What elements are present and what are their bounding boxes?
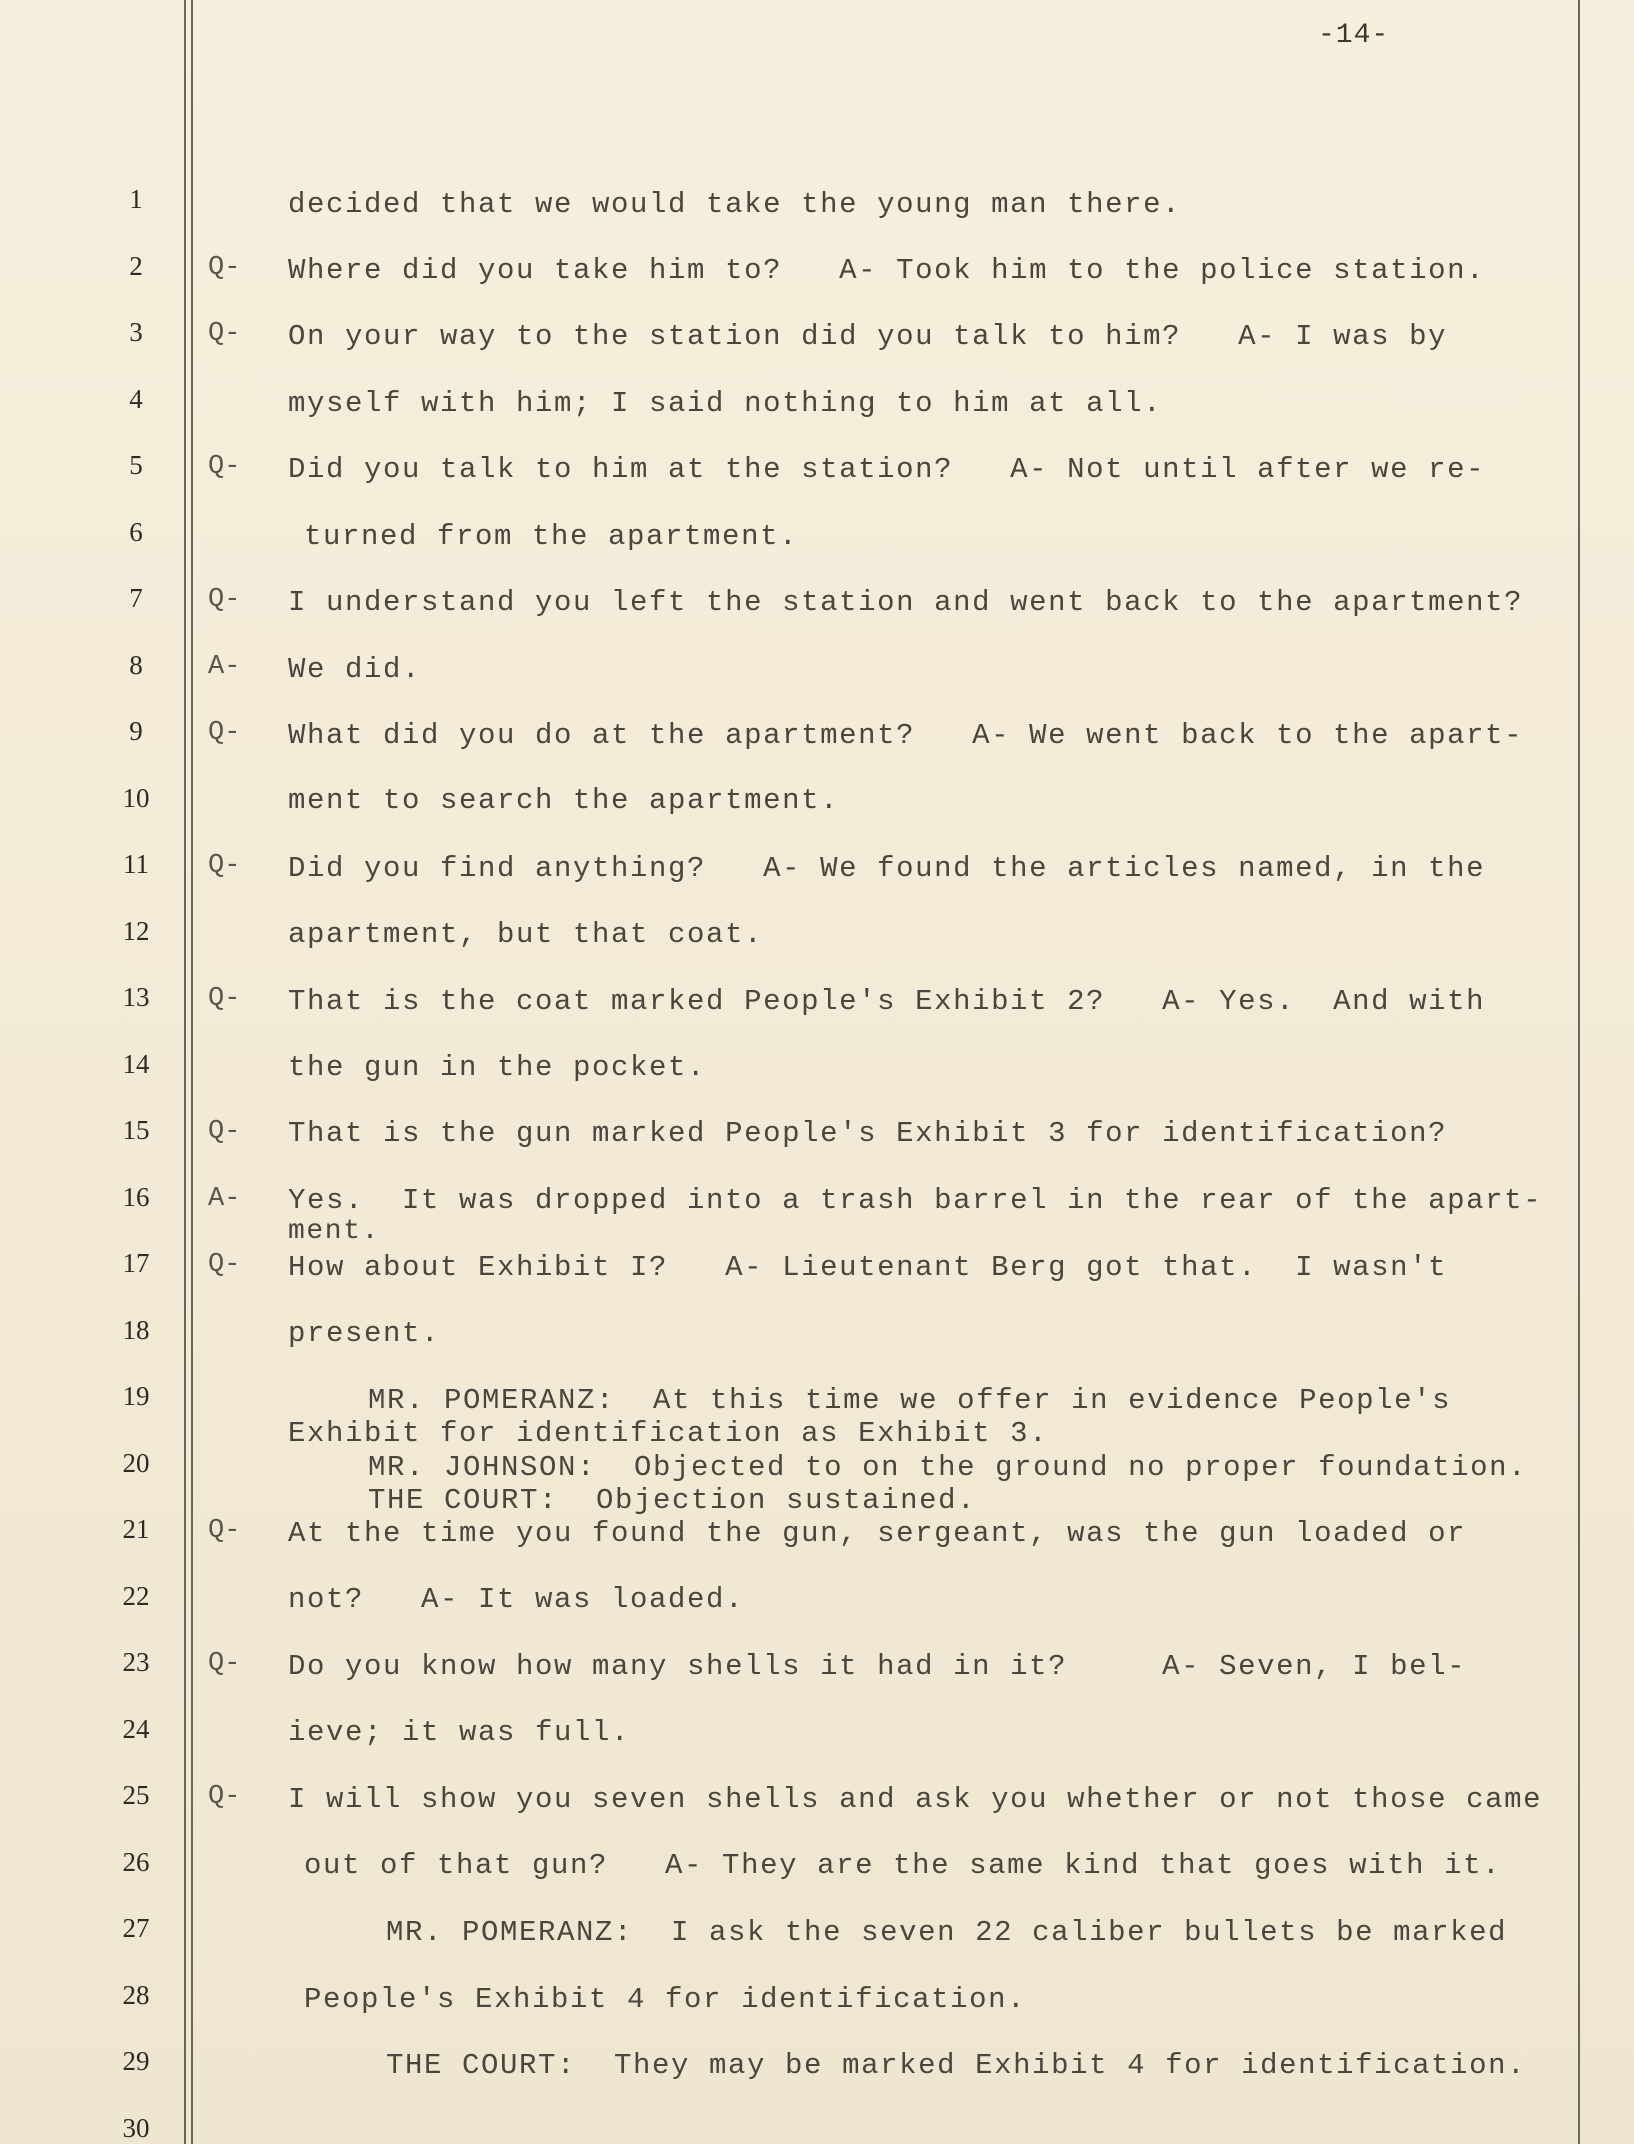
line-number: 20 — [122, 1448, 150, 1478]
line-number: 25 — [122, 1780, 150, 1810]
answer-marker: A- — [208, 1184, 241, 1214]
transcript-line: apartment, but that coat. — [288, 918, 764, 951]
line-number: 28 — [122, 1980, 150, 2010]
transcript-line: ieve; it was full. — [288, 1716, 631, 1749]
transcript-line: Yes. It was dropped into a trash barrel in the rear of the apart- — [288, 1184, 1543, 1217]
line-number: 26 — [122, 1847, 150, 1877]
question-marker: Q- — [208, 253, 241, 283]
transcript-line: That is the coat marked People's Exhibit 2? A- Yes. And with — [288, 985, 1486, 1018]
line-number: 13 — [122, 982, 150, 1012]
transcript-line: ment to search the apartment. — [288, 784, 840, 817]
colloquy-line: MR. POMERANZ: At this time we offer in evidence People's — [368, 1384, 1452, 1417]
margin-rule-right — [1578, 0, 1580, 2144]
transcript-line: I will show you seven shells and ask you whether or not those came — [288, 1783, 1543, 1816]
transcript-line: On your way to the station did you talk to him? A- I was by — [288, 320, 1448, 353]
colloquy-line: People's Exhibit 4 for identification. — [304, 1983, 1027, 2016]
page-number: -14- — [1318, 20, 1390, 51]
transcript-line: out of that gun? A- They are the same kind that goes with it. — [304, 1849, 1502, 1882]
line-number: 14 — [122, 1049, 150, 1079]
line-number: 27 — [122, 1913, 150, 1943]
transcript-line: What did you do at the apartment? A- We went back to the apart- — [288, 719, 1524, 752]
question-marker: Q- — [208, 452, 241, 482]
line-number: 18 — [122, 1315, 150, 1345]
transcript-line: At the time you found the gun, sergeant, was the gun loaded or — [288, 1517, 1467, 1550]
answer-marker: A- — [208, 652, 241, 682]
transcript-line: We did. — [288, 653, 422, 686]
transcript-line: Do you know how many shells it had in it? A- Seven, I bel- — [288, 1650, 1467, 1683]
transcript-line: not? A- It was loaded. — [288, 1583, 745, 1616]
transcript-line: I understand you left the station and went back to the apartment? — [288, 586, 1524, 619]
line-number: 19 — [122, 1381, 150, 1411]
line-number: 8 — [129, 650, 143, 680]
line-number: 15 — [122, 1115, 150, 1145]
line-number: 10 — [122, 783, 150, 813]
line-number: 5 — [129, 450, 143, 480]
line-number: 17 — [122, 1248, 150, 1278]
transcript-line: decided that we would take the young man there. — [288, 188, 1182, 221]
question-marker: Q- — [208, 319, 241, 349]
line-number: 6 — [129, 517, 143, 547]
line-number: 2 — [129, 251, 143, 281]
transcript-line: Did you talk to him at the station? A- Not until after we re- — [288, 453, 1486, 486]
line-number: 24 — [122, 1714, 150, 1744]
line-number: 12 — [122, 916, 150, 946]
colloquy-line: THE COURT: Objection sustained. — [368, 1484, 977, 1517]
line-number: 29 — [122, 2046, 150, 2076]
transcript-line: present. — [288, 1317, 441, 1350]
colloquy-line: MR. JOHNSON: Objected to on the ground no proper foundation. — [368, 1451, 1528, 1484]
margin-rule-left — [184, 0, 186, 2144]
line-number: 9 — [129, 716, 143, 746]
transcript-line: Did you find anything? A- We found the articles named, in the — [288, 852, 1486, 885]
question-marker: Q- — [208, 1782, 241, 1812]
question-marker: Q- — [208, 1516, 241, 1546]
question-marker: Q- — [208, 984, 241, 1014]
question-marker: Q- — [208, 851, 241, 881]
transcript-line: That is the gun marked People's Exhibit 3 for identification? — [288, 1117, 1448, 1150]
colloquy-line: Exhibit for identification as Exhibit 3. — [288, 1417, 1049, 1450]
line-number: 3 — [129, 317, 143, 347]
transcript-line: Where did you take him to? A- Took him to the police station. — [288, 254, 1486, 287]
colloquy-line: THE COURT: They may be marked Exhibit 4 for identification. — [386, 2049, 1527, 2082]
transcript-line: myself with him; I said nothing to him at all. — [288, 387, 1163, 420]
question-marker: Q- — [208, 1117, 241, 1147]
question-marker: Q- — [208, 1250, 241, 1280]
line-number: 7 — [129, 583, 143, 613]
margin-rule-left-inner — [191, 0, 193, 2144]
line-number: 16 — [122, 1182, 150, 1212]
question-marker: Q- — [208, 718, 241, 748]
question-marker: Q- — [208, 585, 241, 615]
transcript-line: How about Exhibit I? A- Lieutenant Berg got that. I wasn't — [288, 1251, 1448, 1284]
line-number: 4 — [129, 384, 143, 414]
line-number: 30 — [122, 2113, 150, 2143]
transcript-line: ment. — [288, 1216, 381, 1247]
transcript-line: the gun in the pocket. — [288, 1051, 707, 1084]
line-number: 22 — [122, 1581, 150, 1611]
transcript-line: turned from the apartment. — [304, 520, 799, 553]
question-marker: Q- — [208, 1649, 241, 1679]
line-number: 11 — [123, 849, 149, 879]
line-number: 1 — [129, 184, 143, 214]
line-number: 23 — [122, 1647, 150, 1677]
colloquy-line: MR. POMERANZ: I ask the seven 22 caliber bullets be marked — [386, 1916, 1508, 1949]
line-number: 21 — [122, 1514, 150, 1544]
